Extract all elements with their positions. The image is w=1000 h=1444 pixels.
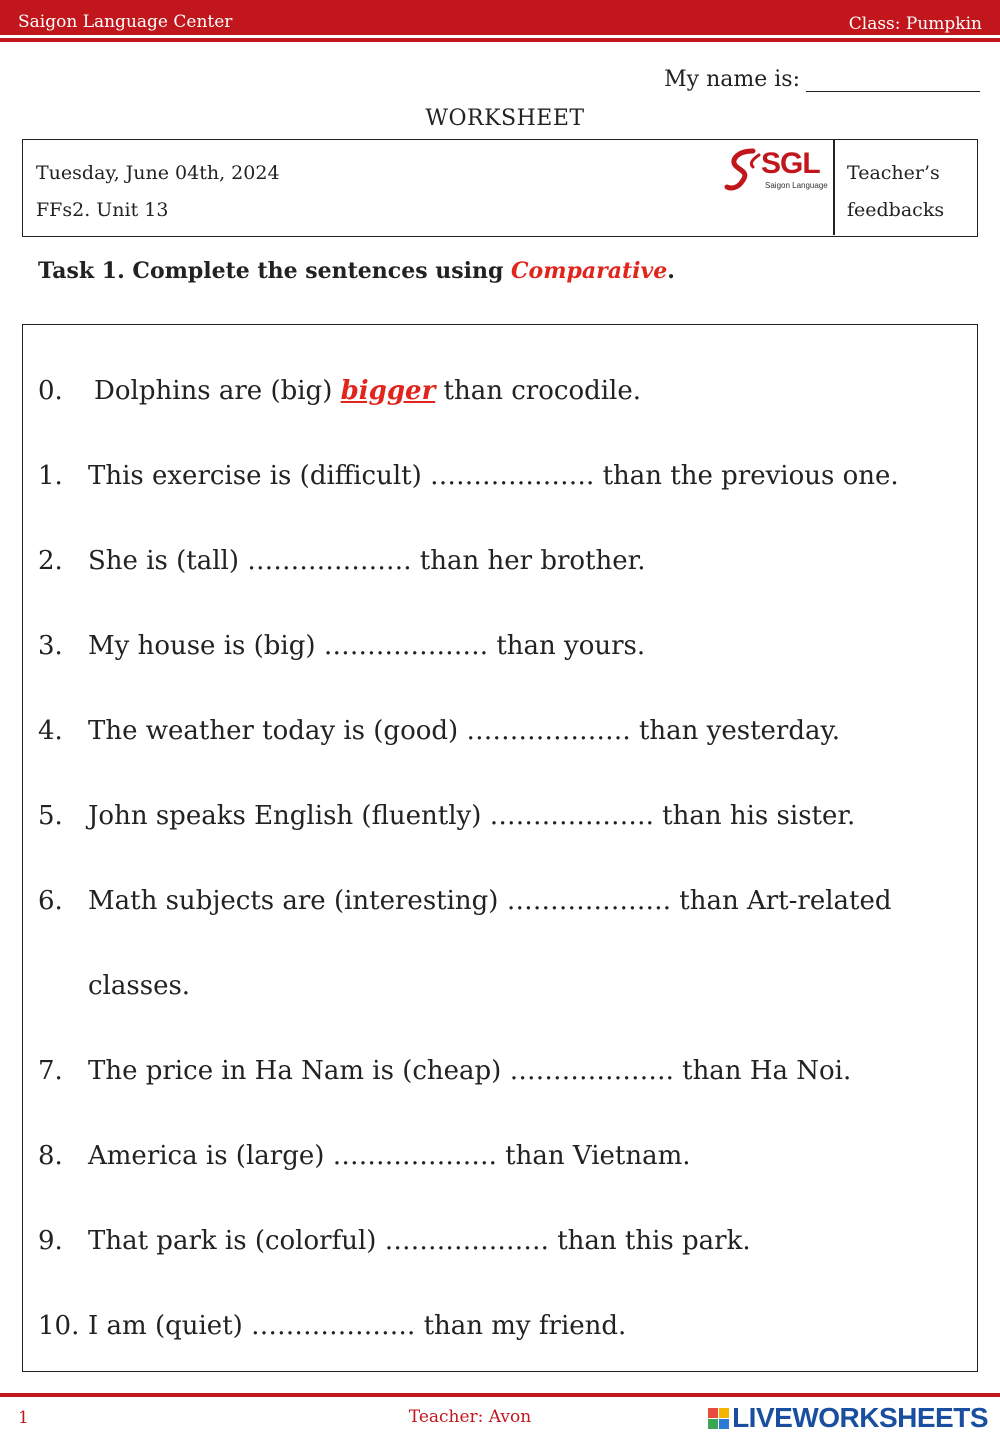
sgl-logo	[723, 145, 833, 191]
sgl-swoosh-icon	[723, 145, 763, 191]
worksheet-title: WORKSHEET	[425, 106, 585, 131]
date-text: Tuesday, June 04th, 2024	[36, 162, 280, 184]
item-number: 8.	[38, 1141, 63, 1171]
unit-text: FFs2. Unit 13	[36, 199, 169, 221]
question-2[interactable]	[38, 546, 645, 576]
liveworksheets-grid-icon	[708, 1408, 729, 1429]
center-name: Saigon Language Center	[18, 12, 233, 32]
item-number: 3.	[38, 631, 63, 661]
task-heading	[38, 258, 675, 284]
page-number: 1	[18, 1408, 29, 1428]
question-text: This exercise is (difficult) ………………. than the previous one.	[88, 461, 899, 491]
info-divider	[833, 140, 835, 235]
item-number: 7.	[38, 1056, 63, 1086]
question-text: I am (quiet) ………………. than my friend.	[88, 1311, 627, 1341]
question-6[interactable]	[38, 886, 892, 916]
question-10[interactable]	[38, 1311, 626, 1341]
feedback-cell	[847, 155, 944, 229]
question-text: America is (large) ………………. than Vietnam.	[88, 1141, 691, 1171]
footer-rule	[0, 1393, 1000, 1397]
class-label: Class: Pumpkin	[848, 14, 982, 34]
liveworksheets-brand: LIVEWORKSHEETS	[732, 1402, 988, 1433]
question-text: That park is (colorful) ………………. than this park.	[88, 1226, 751, 1256]
logo-subtitle: Saigon Language	[765, 181, 828, 190]
item-number: 6.	[38, 886, 63, 916]
example-before: Dolphins are (big)	[94, 376, 341, 406]
feedback-line-2: feedbacks	[847, 199, 945, 221]
item-number: 4.	[38, 716, 63, 746]
example-item	[38, 376, 641, 406]
question-text: The weather today is (good) ………………. than yesterday.	[88, 716, 840, 746]
question-text-cont: classes.	[88, 971, 191, 1001]
feedback-line-1: Teacher’s	[847, 162, 940, 184]
info-left	[36, 155, 280, 229]
item-number: 10.	[38, 1311, 80, 1341]
task-prefix: Task 1. Complete the sentences using	[38, 258, 512, 284]
item-number: 2.	[38, 546, 63, 576]
question-9[interactable]	[38, 1226, 751, 1256]
teacher-name: Teacher: Avon	[408, 1407, 532, 1427]
logo-text: SGL	[761, 147, 820, 180]
task-suffix: .	[667, 258, 675, 284]
question-text: Math subjects are (interesting) ………………. than Art-related	[88, 886, 892, 916]
item-number: 5.	[38, 801, 63, 831]
question-text: The price in Ha Nam is (cheap) ………………. than Ha Noi.	[88, 1056, 852, 1086]
item-number: 1.	[38, 461, 63, 491]
liveworksheets-logo[interactable]	[708, 1402, 988, 1434]
question-5[interactable]	[38, 801, 855, 831]
question-text: John speaks English (fluently) ………………. than his sister.	[88, 801, 856, 831]
example-after: than crocodile.	[435, 376, 642, 406]
question-1[interactable]	[38, 461, 899, 491]
item-number: 0.	[38, 376, 63, 406]
example-answer: bigger	[340, 376, 436, 406]
item-number: 9.	[38, 1226, 63, 1256]
task-accent: Comparative	[511, 258, 668, 284]
name-input-line[interactable]	[806, 64, 980, 92]
question-text: My house is (big) ………………. than yours.	[88, 631, 646, 661]
question-6-continued	[38, 971, 190, 1001]
question-4[interactable]	[38, 716, 840, 746]
question-text: She is (tall) ………………. than her brother.	[88, 546, 646, 576]
name-label: My name is:	[664, 67, 800, 92]
name-row	[664, 64, 980, 92]
header-rule	[0, 38, 1000, 42]
exercise-box	[22, 324, 978, 1372]
question-3[interactable]	[38, 631, 645, 661]
info-box	[22, 139, 978, 237]
question-7[interactable]	[38, 1056, 851, 1086]
question-8[interactable]	[38, 1141, 691, 1171]
